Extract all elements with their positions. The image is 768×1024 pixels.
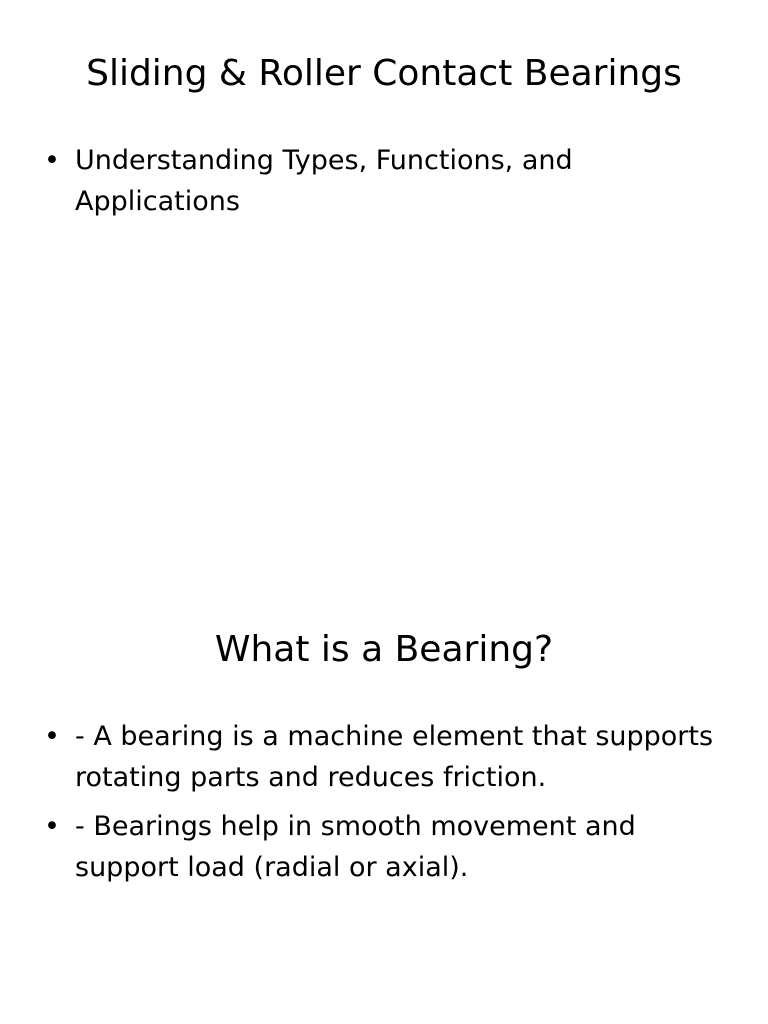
- bullet-text: - Bearings help in smooth movement and support load (radial or axial).: [75, 811, 636, 883]
- bullet-list: [44, 716, 734, 896]
- bullet-icon: •: [44, 811, 60, 842]
- slide-title: Sliding & Roller Contact Bearings: [86, 53, 682, 94]
- bullet-item: [44, 716, 734, 798]
- bullet-list: [44, 140, 734, 230]
- slide-2: [0, 576, 768, 1024]
- bullet-item: [44, 806, 734, 888]
- bullet-text: - A bearing is a machine element that supports rotating parts and reduces friction.: [75, 721, 714, 793]
- bullet-item: [44, 140, 734, 222]
- slide-title: What is a Bearing?: [214, 629, 554, 670]
- bullet-icon: •: [44, 145, 60, 176]
- bullet-text: Understanding Types, Functions, and Applications: [75, 145, 573, 217]
- bullet-icon: •: [44, 721, 60, 752]
